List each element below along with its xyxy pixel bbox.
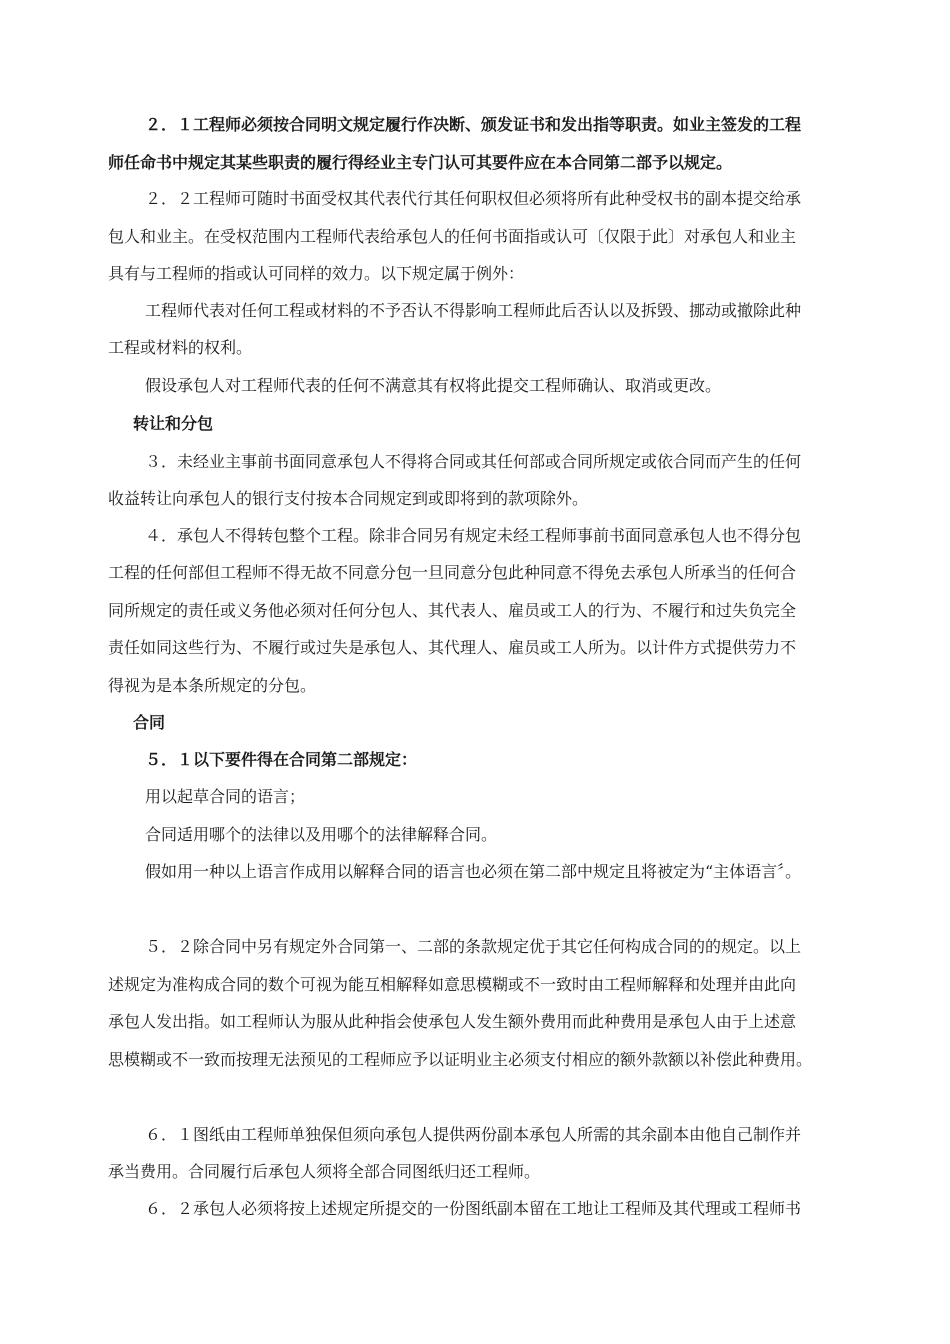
exception-1-line-2: 工程或材料的权利。 [108,338,253,357]
paragraph-4-line-4: 责任如同这些行为、不履行或过失是承包人、其代理人、雇员或工人所为。以计件方式提供劳力不 [108,638,797,657]
paragraph-5-2-line-4: 思模糊或不一致而按理无法预见的工程师应予以证明业主必须支付相应的额外款额以补偿此种费用。 [108,1050,813,1069]
paragraph-2-2-line-1: ２．２工程师可随时书面受权其代表代行其任何职权但必须将所有此种受权书的副本提交给承 [145,189,802,208]
paragraph-2-1-line-2: 师任命书中规定其某些职责的履行得经业主专门认可其要件应在本合同第二部予以规定。 [108,153,733,172]
paragraph-4-line-1: ４．承包人不得转包整个工程。除非合同另有规定未经工程师事前书面同意承包人也不得分包 [145,526,802,545]
paragraph-6-1-line-2: 承当费用。合同履行后承包人须将全部合同图纸归还工程师。 [108,1162,541,1181]
paragraph-5-2-line-2: 述规定为准构成合同的数个可视为能互相解释如意思模糊或不一致时由工程师解释和处理并由此向 [108,975,797,994]
paragraph-5-2-line-1: ５．２除合同中另有规定外合同第一、二部的条款规定优于其它任何构成合同的的规定。以上 [145,937,802,956]
paragraph-5-1-line: ５．１以下要件得在合同第二部规定： [145,750,418,769]
paragraph-5-2-line-3: 承包人发出指。如工程师认为服从此种指会使承包人发生额外费用而此种费用是承包人由于上述意 [108,1012,797,1031]
paragraph-2-2-line-2: 包人和业主。在受权范围内工程师代表给承包人的任何书面指或认可〔仅限于此〕对承包人和业主 [108,227,797,246]
paragraph-4-line-3: 同所规定的责任或义务他必须对任何分包人、其代表人、雇员或工人的行为、不履行和过失负完全 [108,601,797,620]
item-language: 用以起草合同的语言； [145,787,306,806]
paragraph-6-2-line-1: ６．２承包人必须将按上述规定所提交的一份图纸副本留在工地让工程师及其代理或工程师书 [145,1199,802,1218]
exception-1-line-1: 工程师代表对任何工程或材料的不予否认不得影响工程师此后否认以及拆毁、挪动或撤除此种 [145,301,802,320]
item-law: 合同适用哪个的法律以及用哪个的法律解释合同。 [145,825,498,844]
paragraph-3-line-1: ３．未经业主事前书面同意承包人不得将合同或其任何部或合同所规定或依合同而产生的任何 [145,452,802,471]
section-heading-transfer: 转让和分包 [133,414,214,433]
paragraph-2-2-line-3: 具有与工程师的指或认可同样的效力。以下规定属于例外： [108,264,525,283]
paragraph-4-line-2: 工程的任何部但工程师不得无故不同意分包一旦同意分包此种同意不得免去承包人所承当的任何合 [108,563,797,582]
exception-2-line: 假设承包人对工程师代表的任何不满意其有权将此提交工程师确认、取消或更改。 [145,376,722,395]
paragraph-4-line-5: 得视为是本条所规定的分包。 [108,676,317,695]
section-heading-contract: 合同 [133,713,166,732]
paragraph-6-1-line-1: ６．１图纸由工程师单独保但须向承包人提供两份副本承包人所需的其余副本由他自己制作并 [145,1125,802,1144]
paragraph-2-1-line-1: ２．１工程师必须按合同明文规定履行作决断、颁发证书和发出指等职责。如业主签发的工程 [145,115,802,134]
item-main-language: 假如用一种以上语言作成用以解释合同的语言也必须在第二部中规定且将被定为“主体语言〞。 [145,862,802,881]
paragraph-3-line-2: 收益转让向承包人的银行支付按本合同规定到或即将到的款项除外。 [108,489,589,508]
